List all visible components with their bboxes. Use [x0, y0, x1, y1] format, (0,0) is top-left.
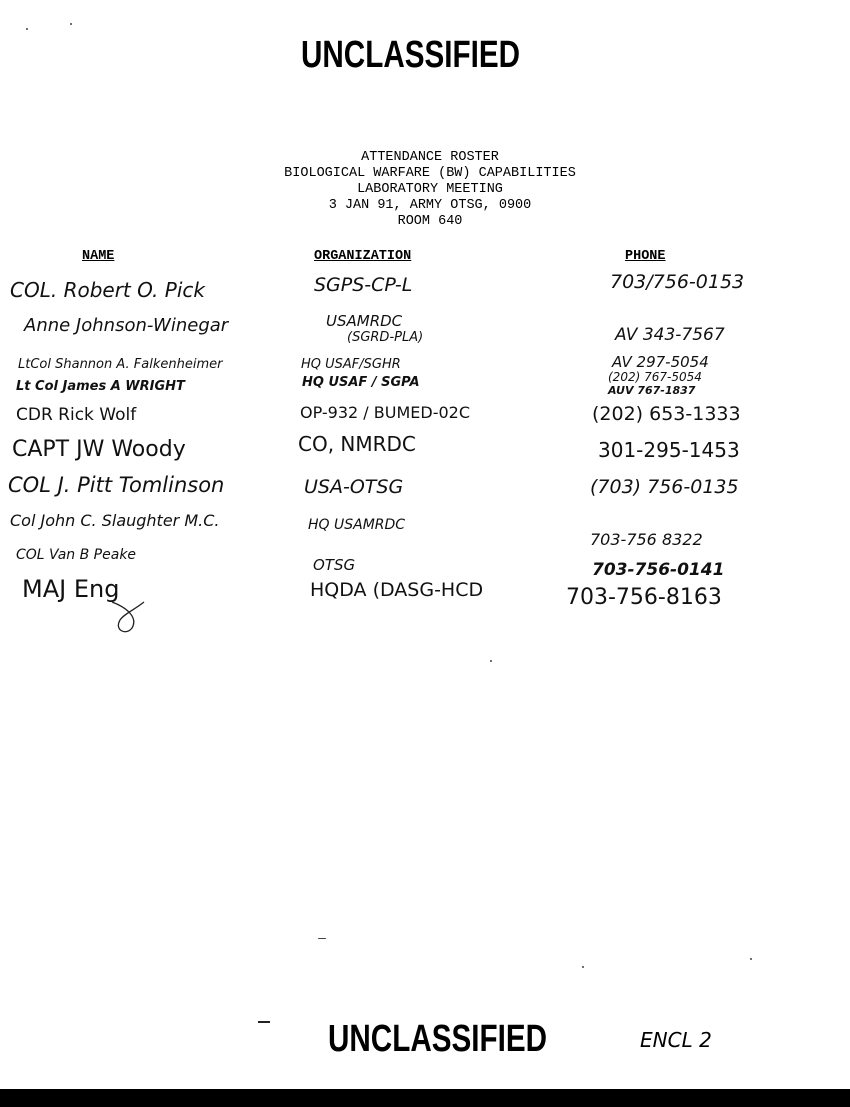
- attendee-organization: HQ USAMRDC: [308, 517, 406, 533]
- scan-speck: [70, 23, 72, 25]
- attendee-organization: CO, NMRDC: [298, 432, 416, 456]
- attendee-organization: OP-932 / BUMED-02C: [300, 403, 470, 422]
- enclosure-mark: ENCL 2: [640, 1028, 712, 1052]
- attendee-organization: USA-OTSG: [304, 476, 404, 498]
- attendee-phone: AUV 767-1837: [608, 384, 696, 397]
- attendee-organization: USAMRDC: [326, 312, 403, 330]
- attendee-name: COL Van B Peake: [16, 547, 137, 563]
- header-date: 3 JAN 91, ARMY OTSG, 0900: [328, 198, 532, 213]
- stray-mark: [258, 1021, 270, 1023]
- attendee-name: CAPT JW Woody: [12, 437, 186, 462]
- attendee-phone: (703) 756-0135: [590, 476, 739, 498]
- attendee-name: Col John C. Slaughter M.C.: [10, 511, 220, 530]
- scan-speck: [490, 660, 492, 662]
- name-column-header: NAME: [82, 249, 115, 264]
- attendee-organization: SGPS-CP-L: [314, 274, 413, 296]
- header-subject: BIOLOGICAL WARFARE (BW) CAPABILITIES: [284, 166, 576, 181]
- attendee-name: CDR Rick Wolf: [16, 405, 137, 425]
- header-room: ROOM 640: [397, 214, 463, 229]
- top-classification: UNCLASSIFIED: [301, 34, 521, 76]
- bottom-classification: UNCLASSIFIED: [328, 1018, 548, 1060]
- attendee-name: MAJ Eng: [22, 575, 120, 603]
- header-title: ATTENDANCE ROSTER: [361, 150, 499, 165]
- attendee-phone: AV 297-5054: [612, 353, 709, 371]
- organization-column-header: ORGANIZATION: [314, 249, 412, 264]
- attendee-name: COL J. Pitt Tomlinson: [8, 473, 225, 497]
- attendee-organization-code: (SGRD-PLA): [347, 330, 424, 345]
- attendee-organization: HQ USAF / SGPA: [302, 375, 420, 390]
- attendee-phone: 703-756-0141: [592, 560, 725, 580]
- attendee-phone: (202) 653-1333: [592, 403, 741, 425]
- attendee-organization: HQ USAF/SGHR: [301, 357, 401, 372]
- scan-bottom-edge: [0, 1089, 850, 1107]
- scan-speck: [582, 966, 584, 968]
- attendee-name: COL. Robert O. Pick: [10, 278, 205, 302]
- scan-speck: [318, 938, 326, 939]
- attendee-name: Lt Col James A WRIGHT: [16, 379, 185, 394]
- attendee-phone: 301-295-1453: [598, 438, 740, 462]
- attendee-organization: OTSG: [313, 556, 356, 574]
- attendee-phone-alt: (202) 767-5054: [608, 370, 702, 384]
- scan-speck: [26, 28, 28, 30]
- attendee-phone: 703-756 8322: [590, 530, 703, 549]
- signature-flourish: [108, 596, 148, 636]
- scan-speck: [750, 958, 752, 960]
- phone-column-header: PHONE: [625, 249, 666, 264]
- attendee-organization: HQDA (DASG-HCD: [310, 579, 484, 601]
- attendee-phone: 703-756-8163: [566, 585, 722, 610]
- attendee-phone: AV 343-7567: [615, 325, 725, 345]
- attendee-name: Anne Johnson-Winegar: [24, 315, 229, 336]
- attendee-phone: 703/756-0153: [610, 271, 745, 293]
- attendee-name: LtCol Shannon A. Falkenheimer: [18, 357, 223, 372]
- roster-header: [0, 150, 850, 230]
- header-meeting: LABORATORY MEETING: [357, 182, 503, 197]
